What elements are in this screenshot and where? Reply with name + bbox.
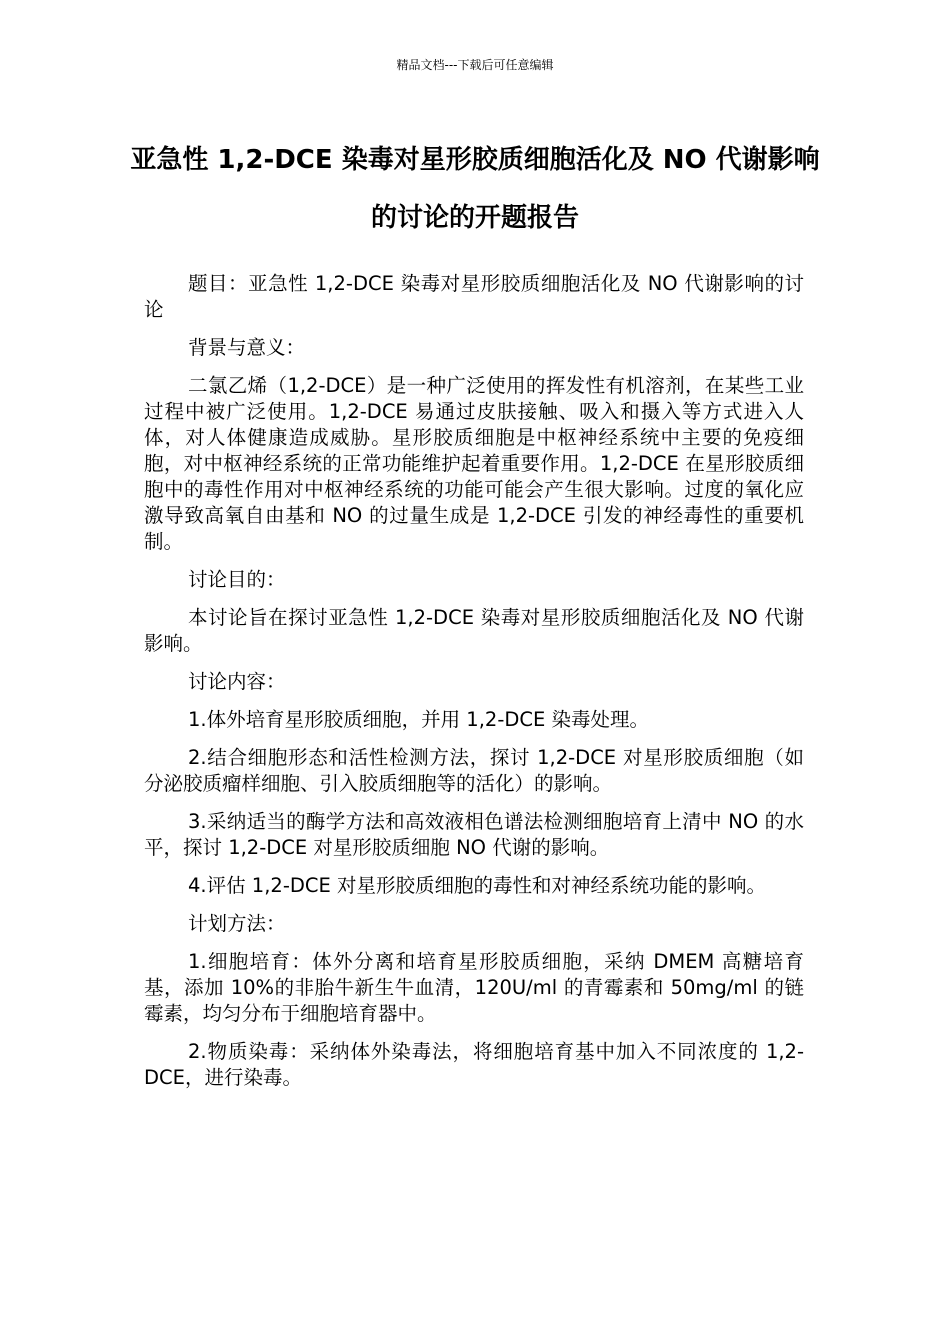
paragraph-background: 二氯乙烯（1,2-DCE）是一种广泛使用的挥发性有机溶剂，在某些工业过程中被广泛使用。1,2-DCE 易通过皮肤接触、吸入和摄入等方式进入人体，对人体健康造成威胁。星形胶质细胞是中枢神经系统中主要的免疫细胞，对中枢神经系统的正常功能维护起着重要作用。1,2-DCE 在星形胶质细胞中的毒性作用对中枢神经系统的功能可能会产生很大影响。过度的氧化应激导致高氧自由基和 NO 的过量生成是 1,2-DCE 引发的神经毒性的重要机制。 (144, 374, 804, 553)
method-item-1: 1.细胞培育：体外分离和培育星形胶质细胞，采纳 DMEM 高糖培育基，添加 10%的非胎牛新生牛血清，120U/ml 的青霉素和 50mg/ml 的链霉素，均匀分布于细胞培育器中。 (144, 950, 804, 1025)
page-header: 精品文档---下载后可任意编辑 (396, 58, 554, 72)
heading-background: 背景与意义： (188, 336, 306, 359)
content-item-1: 1.体外培育星形胶质细胞，并用 1,2-DCE 染毒处理。 (188, 708, 650, 731)
document-title: 亚急性 1,2-DCE 染毒对星形胶质细胞活化及 NO 代谢影响的讨论的开题报告 (130, 145, 820, 233)
content-item-4: 4.评估 1,2-DCE 对星形胶质细胞的毒性和对神经系统功能的影响。 (188, 874, 767, 897)
heading-content: 讨论内容： (188, 670, 286, 693)
method-item-2: 2.物质染毒：采纳体外染毒法，将细胞培育基中加入不同浓度的 1,2-DCE，进行染毒。 (144, 1040, 804, 1089)
document-body (144, 271, 804, 1103)
heading-methods: 计划方法： (188, 912, 286, 935)
content-item-3: 3.采纳适当的酶学方法和高效液相色谱法检测细胞培育上清中 NO 的水平，探讨 1,2-DCE 对星形胶质细胞 NO 代谢的影响。 (144, 810, 804, 859)
paragraph-purpose: 本讨论旨在探讨亚急性 1,2-DCE 染毒对星形胶质细胞活化及 NO 代谢影响。 (144, 606, 804, 655)
content-item-2: 2.结合细胞形态和活性检测方法，探讨 1,2-DCE 对星形胶质细胞（如分泌胶质瘤样细胞、引入胶质细胞等的活化）的影响。 (144, 746, 804, 795)
paragraph-topic: 题目：亚急性 1,2-DCE 染毒对星形胶质细胞活化及 NO 代谢影响的讨论 (144, 272, 804, 321)
heading-purpose: 讨论目的： (188, 568, 286, 591)
